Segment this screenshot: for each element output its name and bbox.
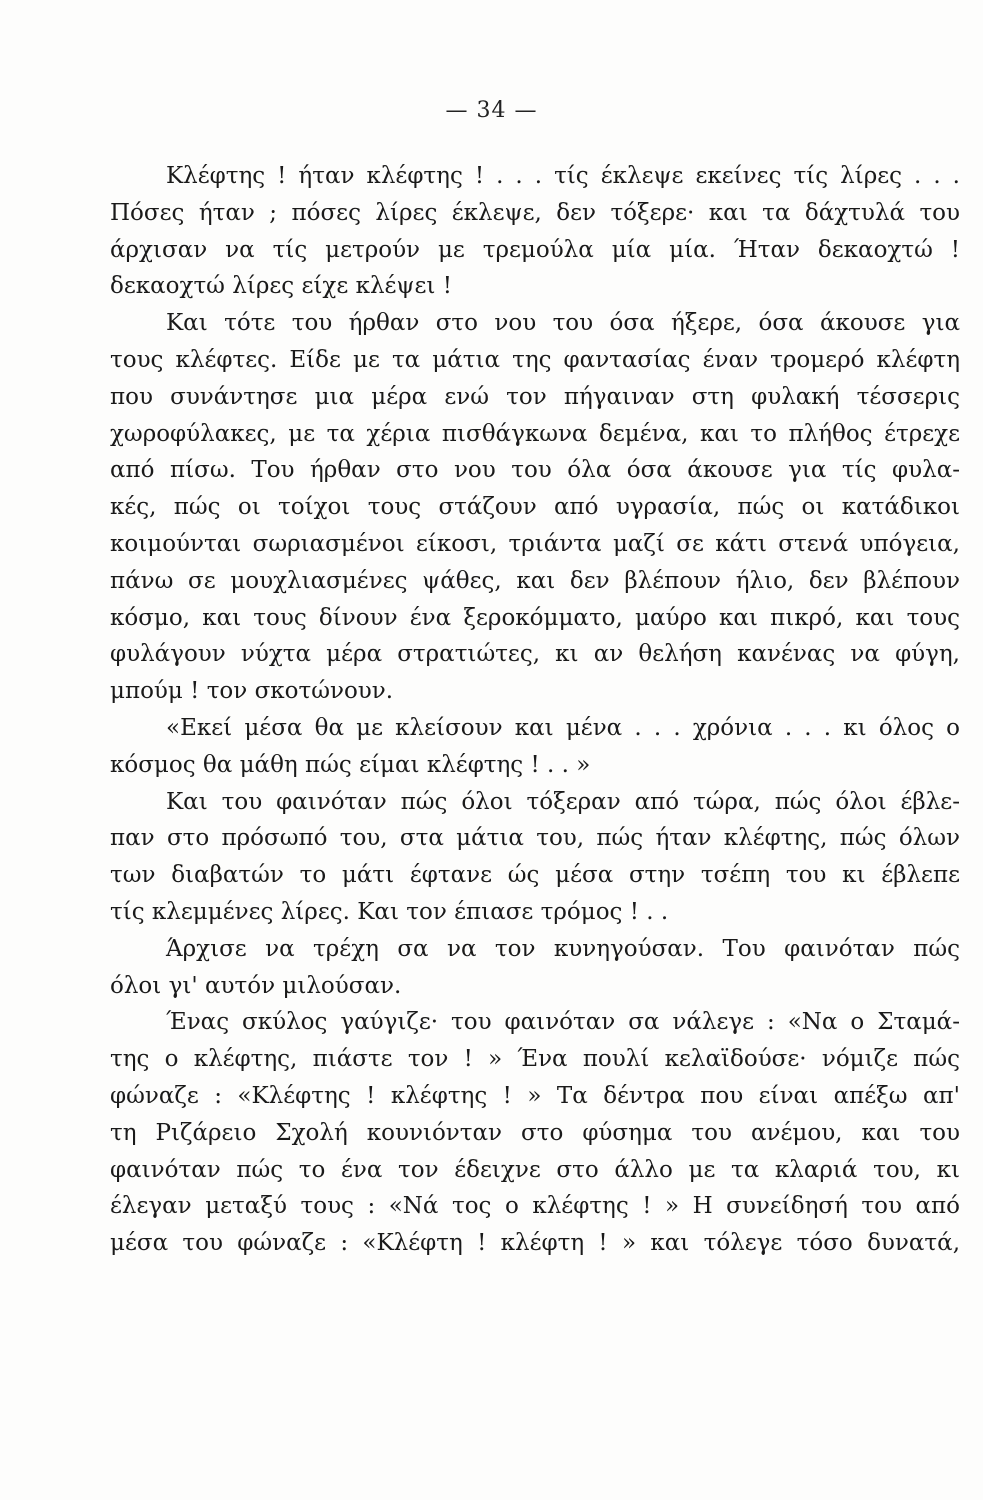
text-line: πάνω σε μουχλιασμένες ψάθες, και δεν βλέπουν ήλιο, δεν βλέπουν [110, 567, 960, 594]
text-line: όλοι γι' αυτόν μιλούσαν. [110, 972, 402, 999]
text-line: Άρχισε να τρέχη σα να τον κυνηγούσαν. Του φαινόταν πώς [166, 935, 960, 962]
text-line: τίς κλεμμένες λίρες. Και τον έπιασε τρόμος ! . . [110, 898, 669, 925]
text-line: Και του φαινόταν πώς όλοι τόξεραν από τώρα, πώς όλοι έβλε- [166, 788, 960, 815]
page-number: — 34 — [445, 98, 538, 123]
text-line: παν στο πρόσωπό του, στα μάτια του, πώς ήταν κλέφτης, πώς όλων [110, 825, 960, 852]
text-line: που συνάντησε μια μέρα ενώ τον πήγαιναν στη φυλακή τέσσερις [110, 383, 960, 410]
text-line: κόσμο, και τους δίνουν ένα ξεροκόμματο, μαύρο και πικρό, και τους [110, 604, 960, 631]
text-line: από πίσω. Του ήρθαν στο νου του όλα όσα άκουσε για τίς φυλα- [110, 457, 960, 484]
text-line: των διαβατών το μάτι έφτανε ώς μέσα στην τσέπη του κι έβλεπε [110, 862, 960, 889]
text-line: Ένας σκύλος γαύγιζε· του φαινόταν σα νάλεγε : «Να ο Σταμά- [166, 1009, 960, 1036]
text-line: άρχισαν να τίς μετρούν με τρεμούλα μία μία. Ήταν δεκαοχτώ ! [110, 236, 960, 263]
text-line: φώναζε : «Κλέφτης ! κλέφτης ! » Τα δέντρα που είναι απέξω απ' [110, 1082, 960, 1109]
text-line: κές, πώς οι τοίχοι τους στάζουν από υγρασία, πώς οι κατάδικοι [110, 494, 960, 521]
text-line: κοιμούνται σωριασμένοι είκοσι, τριάντα μαζί σε κάτι στενά υπόγεια, [110, 530, 960, 557]
text-line: δεκαοχτώ λίρες είχε κλέψει ! [110, 273, 452, 300]
text-line: κόσμος θα μάθη πώς είμαι κλέφτης ! . . » [110, 751, 591, 778]
text-line: χωροφύλακες, με τα χέρια πισθάγκωνα δεμένα, και το πλήθος έτρεχε [110, 420, 960, 447]
text-line: μπούμ ! τον σκοτώνουν. [110, 678, 394, 705]
text-line: τους κλέφτες. Είδε με τα μάτια της φαντασίας έναν τρομερό κλέφτη [110, 346, 960, 373]
text-body [110, 158, 960, 1262]
text-line: φαινόταν πώς το ένα τον έδειχνε στο άλλο με τα κλαριά του, κι [110, 1156, 960, 1183]
text-line: Πόσες ήταν ; πόσες λίρες έκλεψε, δεν τόξερε· και τα δάχτυλά του [110, 199, 960, 226]
text-line: έλεγαν μεταξύ τους : «Νά τος ο κλέφτης ! » Η συνείδησή του από [110, 1193, 960, 1220]
text-line: «Εκεί μέσα θα με κλείσουν και μένα . . . χρόνια . . . κι όλος ο [166, 714, 960, 741]
text-line: Κλέφτης ! ήταν κλέφτης ! . . . τίς έκλεψε εκείνες τίς λίρες . . . [166, 163, 960, 189]
text-line: της ο κλέφτης, πιάστε τον ! » Ένα πουλί κελαϊδούσε· νόμιζε πώς [110, 1046, 960, 1073]
text-line: τη Ριζάρειο Σχολή κουνιόνταν στο φύσημα του ανέμου, και του [110, 1119, 960, 1146]
text-line: φυλάγουν νύχτα μέρα στρατιώτες, κι αν θελήση κανένας να φύγη, [110, 641, 960, 668]
text-line: μέσα του φώναζε : «Κλέφτη ! κλέφτη ! » και τόλεγε τόσο δυνατά, [110, 1230, 960, 1257]
text-line: Και τότε του ήρθαν στο νου του όσα ήξερε, όσα άκουσε για [166, 310, 960, 337]
